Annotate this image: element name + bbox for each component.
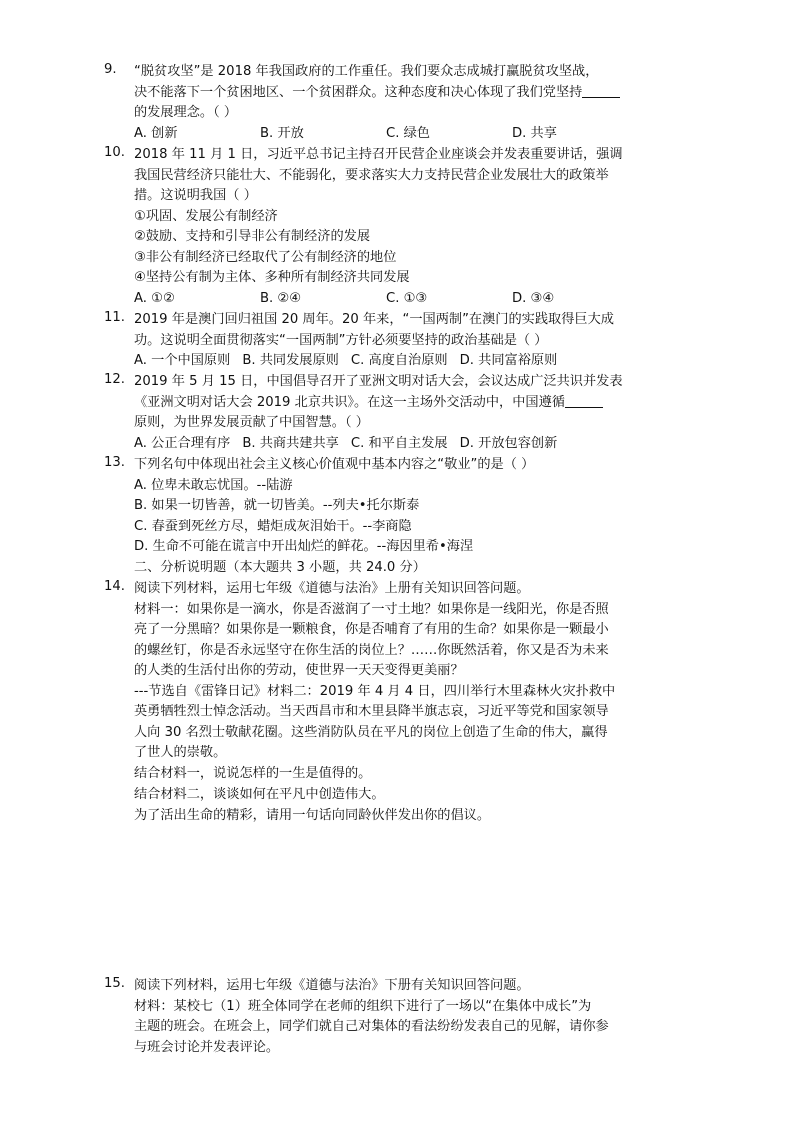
option-a: A. 一个中国原则 [134, 353, 231, 368]
option-c: C. 和平自主发展 [350, 435, 448, 451]
question-text: 我国民营经济只能壮大、不能弱化，要求落实大力支持民营企业发展壮大的政策举 [134, 167, 609, 183]
section-heading: 二、分析说明题（本大题共 3 小题，共 24.0 分） [134, 560, 426, 575]
sub-question-3: 为了活出生命的精彩，请用一句话向同龄伙伴发出你的倡议。 [134, 808, 491, 823]
option-d: D. 共享 [512, 125, 557, 141]
question-text: 阅读下列材料，运用七年级《道德与法治》上册有关知识回答问题。 [134, 581, 530, 596]
material-text: ---节选自《雷锋日记》材料二：2019 年 4 月 4 日，四川举行木里森林火灾扑救中 [134, 683, 616, 699]
question-number: 13. [104, 455, 125, 470]
question-12 [104, 372, 664, 454]
question-14 [104, 579, 664, 764]
statement-2: ②鼓励、支持和引导非公有制经济的发展 [134, 229, 371, 244]
question-text: 2019 年是澳门回归祖国 20 周年。20 年来，“一国两制”在澳门的实践取得巨大成 [134, 312, 614, 327]
options-row [134, 289, 664, 310]
question-number: 15. [104, 976, 125, 991]
option-b: B. ②④ [260, 290, 302, 306]
material-text: 与班会讨论并发表评论。 [134, 1039, 280, 1055]
material-text: 材料一：如果你是一滴水，你是否滋润了一寸土地？如果你是一线阳光，你是否照 [134, 601, 609, 617]
question-text: “脱贫攻坚”是 2018 年我国政府的工作重任。我们要众志成城打赢脱贫攻坚战， [134, 64, 599, 79]
question-number: 14. [104, 579, 125, 594]
question-9 [104, 62, 664, 144]
question-text: 阅读下列材料，运用七年级《道德与法治》下册有关知识回答问题。 [134, 978, 530, 993]
option-b: B. 如果一切皆善，就一切皆美。--列夫•托尔斯泰 [134, 498, 420, 513]
question-text: 2019 年 5 月 15 日，中国倡导召开了亚洲文明对话大会，会议达成广泛共识并发表 [134, 374, 623, 389]
question-number: 12. [104, 372, 125, 387]
sub-question-2: 结合材料二，谈谈如何在平凡中创造伟大。 [134, 787, 385, 802]
question-15 [104, 976, 664, 1058]
material-text: 人向 30 名烈士敬献花圈。这些消防队员在平凡的岗位上创造了生命的伟大，赢得 [134, 724, 608, 740]
question-10 [104, 145, 664, 309]
options-row [134, 434, 664, 455]
question-number: 9. [104, 62, 117, 77]
question-text: 措。这说明我国（ ） [134, 188, 257, 203]
option-d: D. ③④ [512, 290, 555, 306]
question-text: 决不能落下一个贫困地区、一个贫困群众。这种态度和决心体现了我们党坚持 [134, 83, 664, 104]
material-text: 的人类的生活付出你的劳动，使世界一天天变得更美丽？ [134, 663, 464, 678]
question-text: 下列名句中体现出社会主义核心价值观中基本内容之“敬业”的是（ ） [134, 457, 535, 472]
option-b: B. 共商共建共享 [242, 435, 339, 451]
option-a: A. 位卑未敢忘忧国。--陆游 [134, 477, 293, 493]
material-text: 材料：某校七（1）班全体同学在老师的组织下进行了一场以“在集体中成长”为 [134, 998, 592, 1014]
question-text: 功。这说明全面贯彻落实“一国两制”方针必须要坚持的政治基础是（ ） [134, 332, 548, 348]
option-a: A. 公正合理有序 [134, 435, 231, 451]
question-number: 10. [104, 145, 125, 160]
option-c: C. ①③ [386, 290, 428, 306]
option-a: A. 创新 [134, 125, 178, 141]
option-d: D. 开放包容创新 [459, 435, 558, 451]
option-c: C. 春蚕到死丝方尽，蜡炬成灰泪始干。--李商隐 [134, 518, 412, 534]
option-d: D. 共同富裕原则 [459, 353, 558, 368]
option-c: C. 绿色 [386, 125, 430, 141]
option-d: D. 生命不可能在谎言中开出灿烂的鲜花。--海因里希•海涅 [134, 539, 474, 554]
option-c: C. 高度自治原则 [350, 353, 448, 368]
material-text: 的螺丝钉，你是否永远坚守在你生活的岗位上？……你既然活着，你又是否为未来 [134, 642, 609, 658]
question-number: 11. [104, 310, 125, 325]
answer-blank [565, 393, 603, 408]
options-row [134, 351, 664, 372]
question-text: 原则，为世界发展贡献了中国智慧。（ ） [134, 415, 369, 430]
statement-3: ③非公有制经济已经取代了公有制经济的地位 [134, 249, 397, 265]
material-text: 主题的班会。在班会上，同学们就自己对集体的看法纷纷发表自己的见解，请你参 [134, 1019, 609, 1034]
question-text: 的发展理念。（ ） [134, 105, 238, 120]
option-a: A. ①② [134, 290, 175, 306]
material-text: 英勇牺牲烈士悼念活动。当天西昌市和木里县降半旗志哀，习近平等党和国家领导 [134, 704, 609, 719]
answer-blank [582, 83, 620, 98]
question-11 [104, 310, 664, 372]
material-text: 了世人的崇敬。 [134, 745, 227, 760]
material-text: 亮了一分黑暗？如果你是一颗粮食，你是否哺育了有用的生命？如果你是一颗最小 [134, 622, 609, 637]
option-b: B. 开放 [260, 125, 304, 141]
options-row [134, 124, 664, 145]
question-13 [104, 455, 664, 558]
sub-question-1: 结合材料一，说说怎样的一生是值得的。 [134, 766, 372, 781]
question-text: 《亚洲文明对话大会 2019 北京共识》。在这一主场外交活动中，中国遵循 [134, 393, 664, 414]
statement-1: ①巩固、发展公有制经济 [134, 208, 278, 224]
statement-4: ④坚持公有制为主体、多种所有制经济共同发展 [134, 270, 410, 285]
option-b: B. 共同发展原则 [242, 353, 339, 368]
question-text: 2018 年 11 月 1 日，习近平总书记主持召开民营企业座谈会并发表重要讲话，强调 [134, 147, 623, 162]
